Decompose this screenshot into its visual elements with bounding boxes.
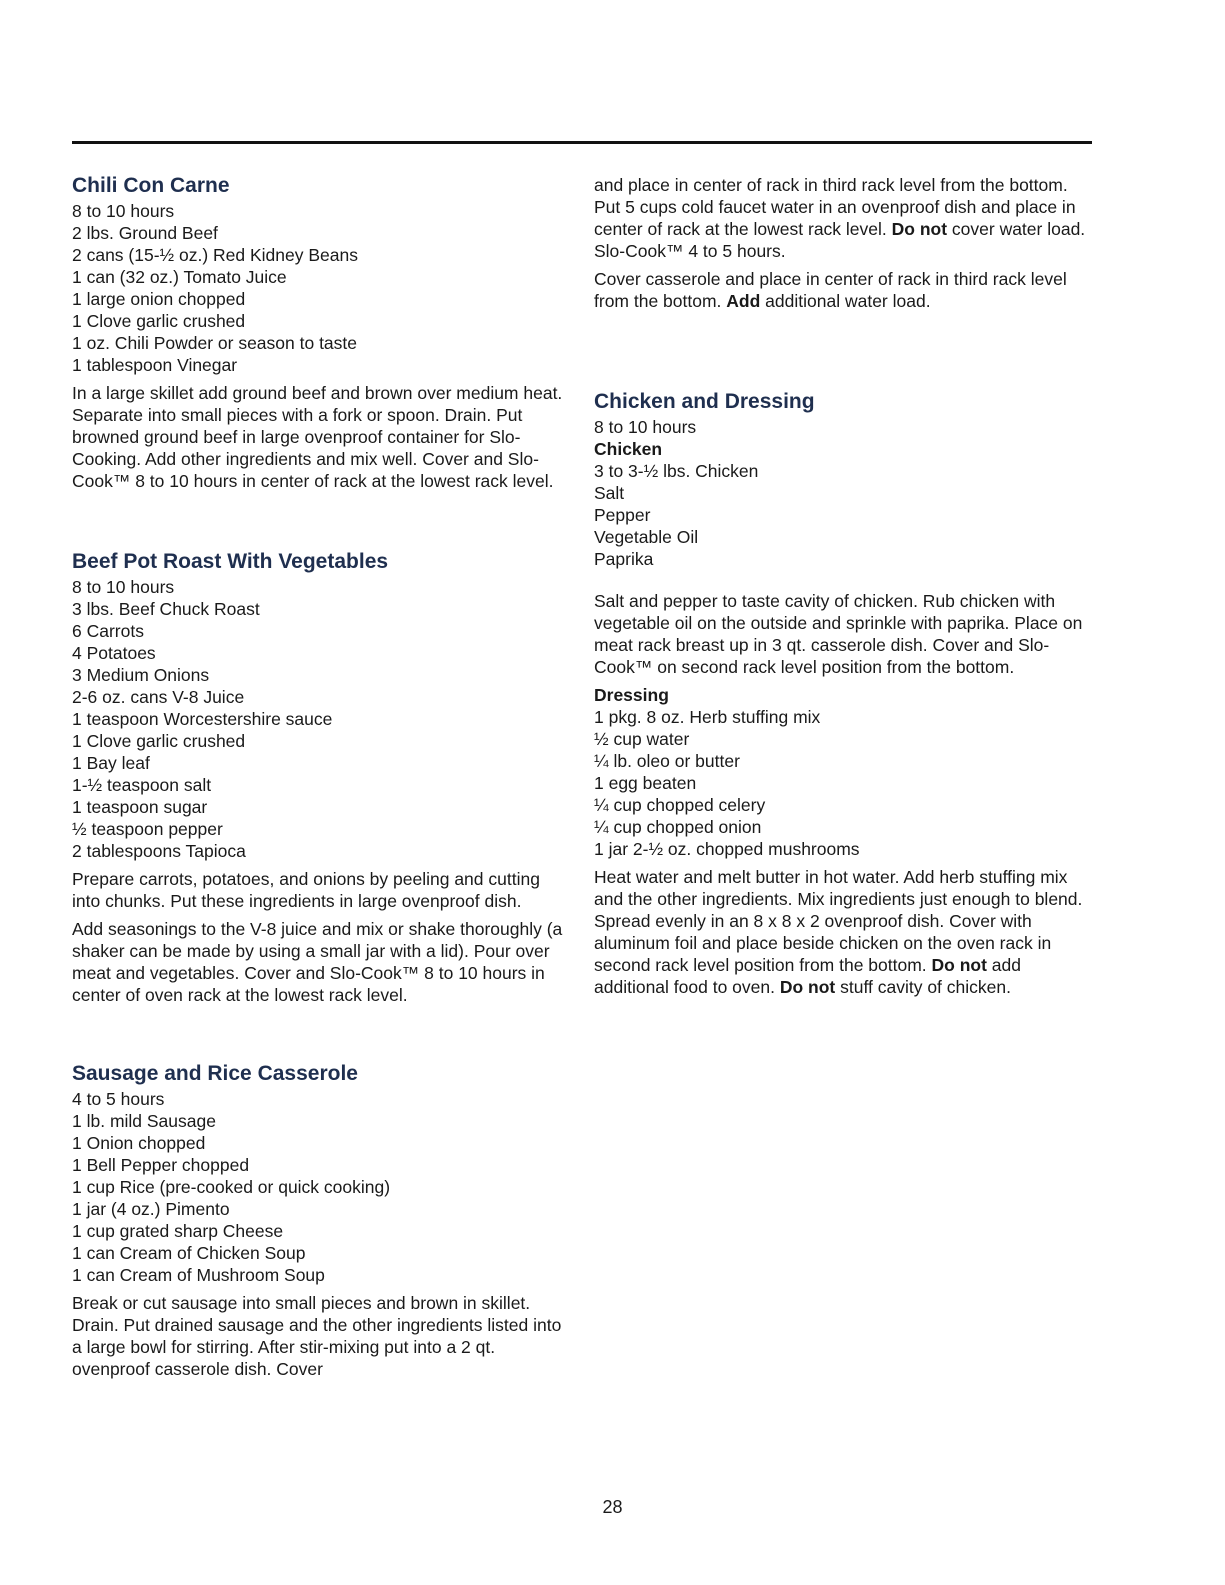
list-item: 1 oz. Chili Powder or season to taste: [72, 333, 358, 353]
list-item: 1 cup Rice (pre-cooked or quick cooking): [72, 1177, 391, 1197]
text-run: stuff cavity of chicken.: [835, 977, 1011, 997]
list-item: 4 to 5 hours: [72, 1089, 165, 1109]
instructions-paragraph: [594, 174, 1094, 262]
list-item: 1 teaspoon sugar: [72, 797, 208, 817]
list-item: 1 can Cream of Chicken Soup: [72, 1243, 306, 1263]
instructions-paragraph: In a large skillet add ground beef and brown over medium heat. Separate into small pieces with a fork or spoon. Drain. Put browned ground beef in large ovenproof container for Slo-Cooking. Add other ingredients and mix well. Cover and Slo-Cook™ 8 to 10 hours in center of rack at the lowest rack level.: [72, 383, 563, 491]
list-item: 3 Medium Onions: [72, 665, 210, 685]
list-item: 2 tablespoons Tapioca: [72, 841, 246, 861]
instructions-paragraph: Prepare carrots, potatoes, and onions by peeling and cutting into chunks. Put these ingredients in large ovenproof dish.: [72, 869, 540, 911]
recipe-title: Sausage and Rice Casserole: [72, 1062, 358, 1085]
header-rule: [72, 141, 1092, 144]
list-item: ½ cup water: [594, 729, 690, 749]
text-run: and place in center of rack in third rack level from the bottom. Put 5 cups cold faucet water in an ovenproof dish and place in center of rack at the lowest rack level.: [594, 175, 1076, 239]
list-item: ½ teaspoon pepper: [72, 819, 223, 839]
list-item: 1 pkg. 8 oz. Herb stuffing mix: [594, 707, 821, 727]
ingredient-list: [594, 416, 1094, 570]
emphasis-text: Do not: [779, 977, 836, 997]
list-item: 1 lb. mild Sausage: [72, 1111, 216, 1131]
instructions-paragraph: Salt and pepper to taste cavity of chicken. Rub chicken with vegetable oil on the outside and sprinkle with paprika. Place on meat rack breast up in 3 qt. casserole dish. Cover and Slo-Cook™ on second rack level position from the bottom.: [594, 591, 1083, 677]
list-item: Salt: [594, 483, 625, 503]
ingredient-list: [72, 576, 572, 862]
text-run: add additional food to oven.: [594, 955, 1021, 997]
list-item: Pepper: [594, 505, 651, 525]
right-column: [594, 174, 1094, 998]
list-item: 1 Clove garlic crushed: [72, 731, 246, 751]
list-item: 3 lbs. Beef Chuck Roast: [72, 599, 260, 619]
list-item: 1 Bell Pepper chopped: [72, 1155, 250, 1175]
list-item: 3 to 3-½ lbs. Chicken: [594, 461, 759, 481]
list-item: 2-6 oz. cans V-8 Juice: [72, 687, 245, 707]
list-item: 2 lbs. Ground Beef: [72, 223, 218, 243]
list-item: 1 can (32 oz.) Tomato Juice: [72, 267, 287, 287]
recipe-chili-con-carne: [72, 172, 572, 492]
list-item: 1 teaspoon Worcestershire sauce: [72, 709, 333, 729]
list-item: Vegetable Oil: [594, 527, 699, 547]
recipe-title: Beef Pot Roast With Vegetables: [72, 550, 389, 573]
subheading-chicken: Chicken: [594, 439, 663, 459]
list-item: 1-½ teaspoon salt: [72, 775, 212, 795]
text-run: cover water load. Slo-Cook™ 4 to 5 hours.: [594, 219, 1086, 261]
list-item: 1 Bay leaf: [72, 753, 150, 773]
list-item: 8 to 10 hours: [72, 201, 175, 221]
ingredient-list: [594, 706, 1094, 860]
list-item: 1 egg beaten: [594, 773, 697, 793]
list-item: 6 Carrots: [72, 621, 144, 641]
text-run: Cover casserole and place in center of rack in third rack level from the bottom.: [594, 269, 1067, 311]
recipe-sausage-continued: [594, 174, 1094, 312]
instructions-paragraph: Break or cut sausage into small pieces and brown in skillet. Drain. Put drained sausage and the other ingredients listed into a large bowl for stirring. After stir-mixing put into a 2 qt. ovenproof casserole dish. Cover: [72, 1293, 562, 1379]
list-item: ¼ cup chopped celery: [594, 795, 766, 815]
list-item: ¼ lb. oleo or butter: [594, 751, 740, 771]
list-item: 8 to 10 hours: [72, 577, 175, 597]
list-item: ¼ cup chopped onion: [594, 817, 762, 837]
list-item: 2 cans (15-½ oz.) Red Kidney Beans: [72, 245, 358, 265]
list-item: Paprika: [594, 549, 654, 569]
emphasis-text: Add: [726, 291, 761, 311]
emphasis-text: Do not: [931, 955, 987, 975]
list-item: 1 cup grated sharp Cheese: [72, 1221, 284, 1241]
instructions-paragraph: Add seasonings to the V-8 juice and mix or shake thoroughly (a shaker can be made by using a small jar with a lid). Pour over meat and vegetables. Cover and Slo-Cook™ 8 to 10 hours in center of oven rack at the lowest rack level.: [72, 919, 563, 1005]
list-item: 1 can Cream of Mushroom Soup: [72, 1265, 325, 1285]
recipe-title: Chicken and Dressing: [594, 390, 815, 413]
subheading-dressing: Dressing: [594, 685, 669, 705]
list-item: 1 large onion chopped: [72, 289, 246, 309]
text-run: Heat water and melt butter in hot water. Add herb stuffing mix and the other ingredients. Mix ingredients just enough to blend. Spread evenly in an 8 x 8 x 2 ovenproof dish. Cover with aluminum foil and place beside chicken on the oven rack in second rack level position from the bottom.: [594, 867, 1083, 975]
ingredient-list: [72, 200, 572, 376]
recipe-chicken-and-dressing: [594, 388, 1094, 998]
recipe-title: Chili Con Carne: [72, 174, 230, 197]
list-item: 8 to 10 hours: [594, 417, 697, 437]
list-item: 1 tablespoon Vinegar: [72, 355, 238, 375]
left-column: [72, 172, 572, 1380]
list-item: 1 jar 2-½ oz. chopped mushrooms: [594, 839, 860, 859]
emphasis-text: Do not: [891, 219, 948, 239]
recipe-beef-pot-roast: [72, 548, 572, 1006]
list-item: 1 jar (4 oz.) Pimento: [72, 1199, 230, 1219]
list-item: 1 Onion chopped: [72, 1133, 206, 1153]
list-item: 4 Potatoes: [72, 643, 156, 663]
instructions-paragraph: [594, 268, 1094, 312]
page-number: 28: [602, 1497, 623, 1517]
ingredient-list: [72, 1088, 572, 1286]
list-item: 1 Clove garlic crushed: [72, 311, 246, 331]
recipe-sausage-rice-casserole: [72, 1060, 572, 1380]
instructions-paragraph: [594, 866, 1094, 998]
text-run: additional water load.: [760, 291, 931, 311]
